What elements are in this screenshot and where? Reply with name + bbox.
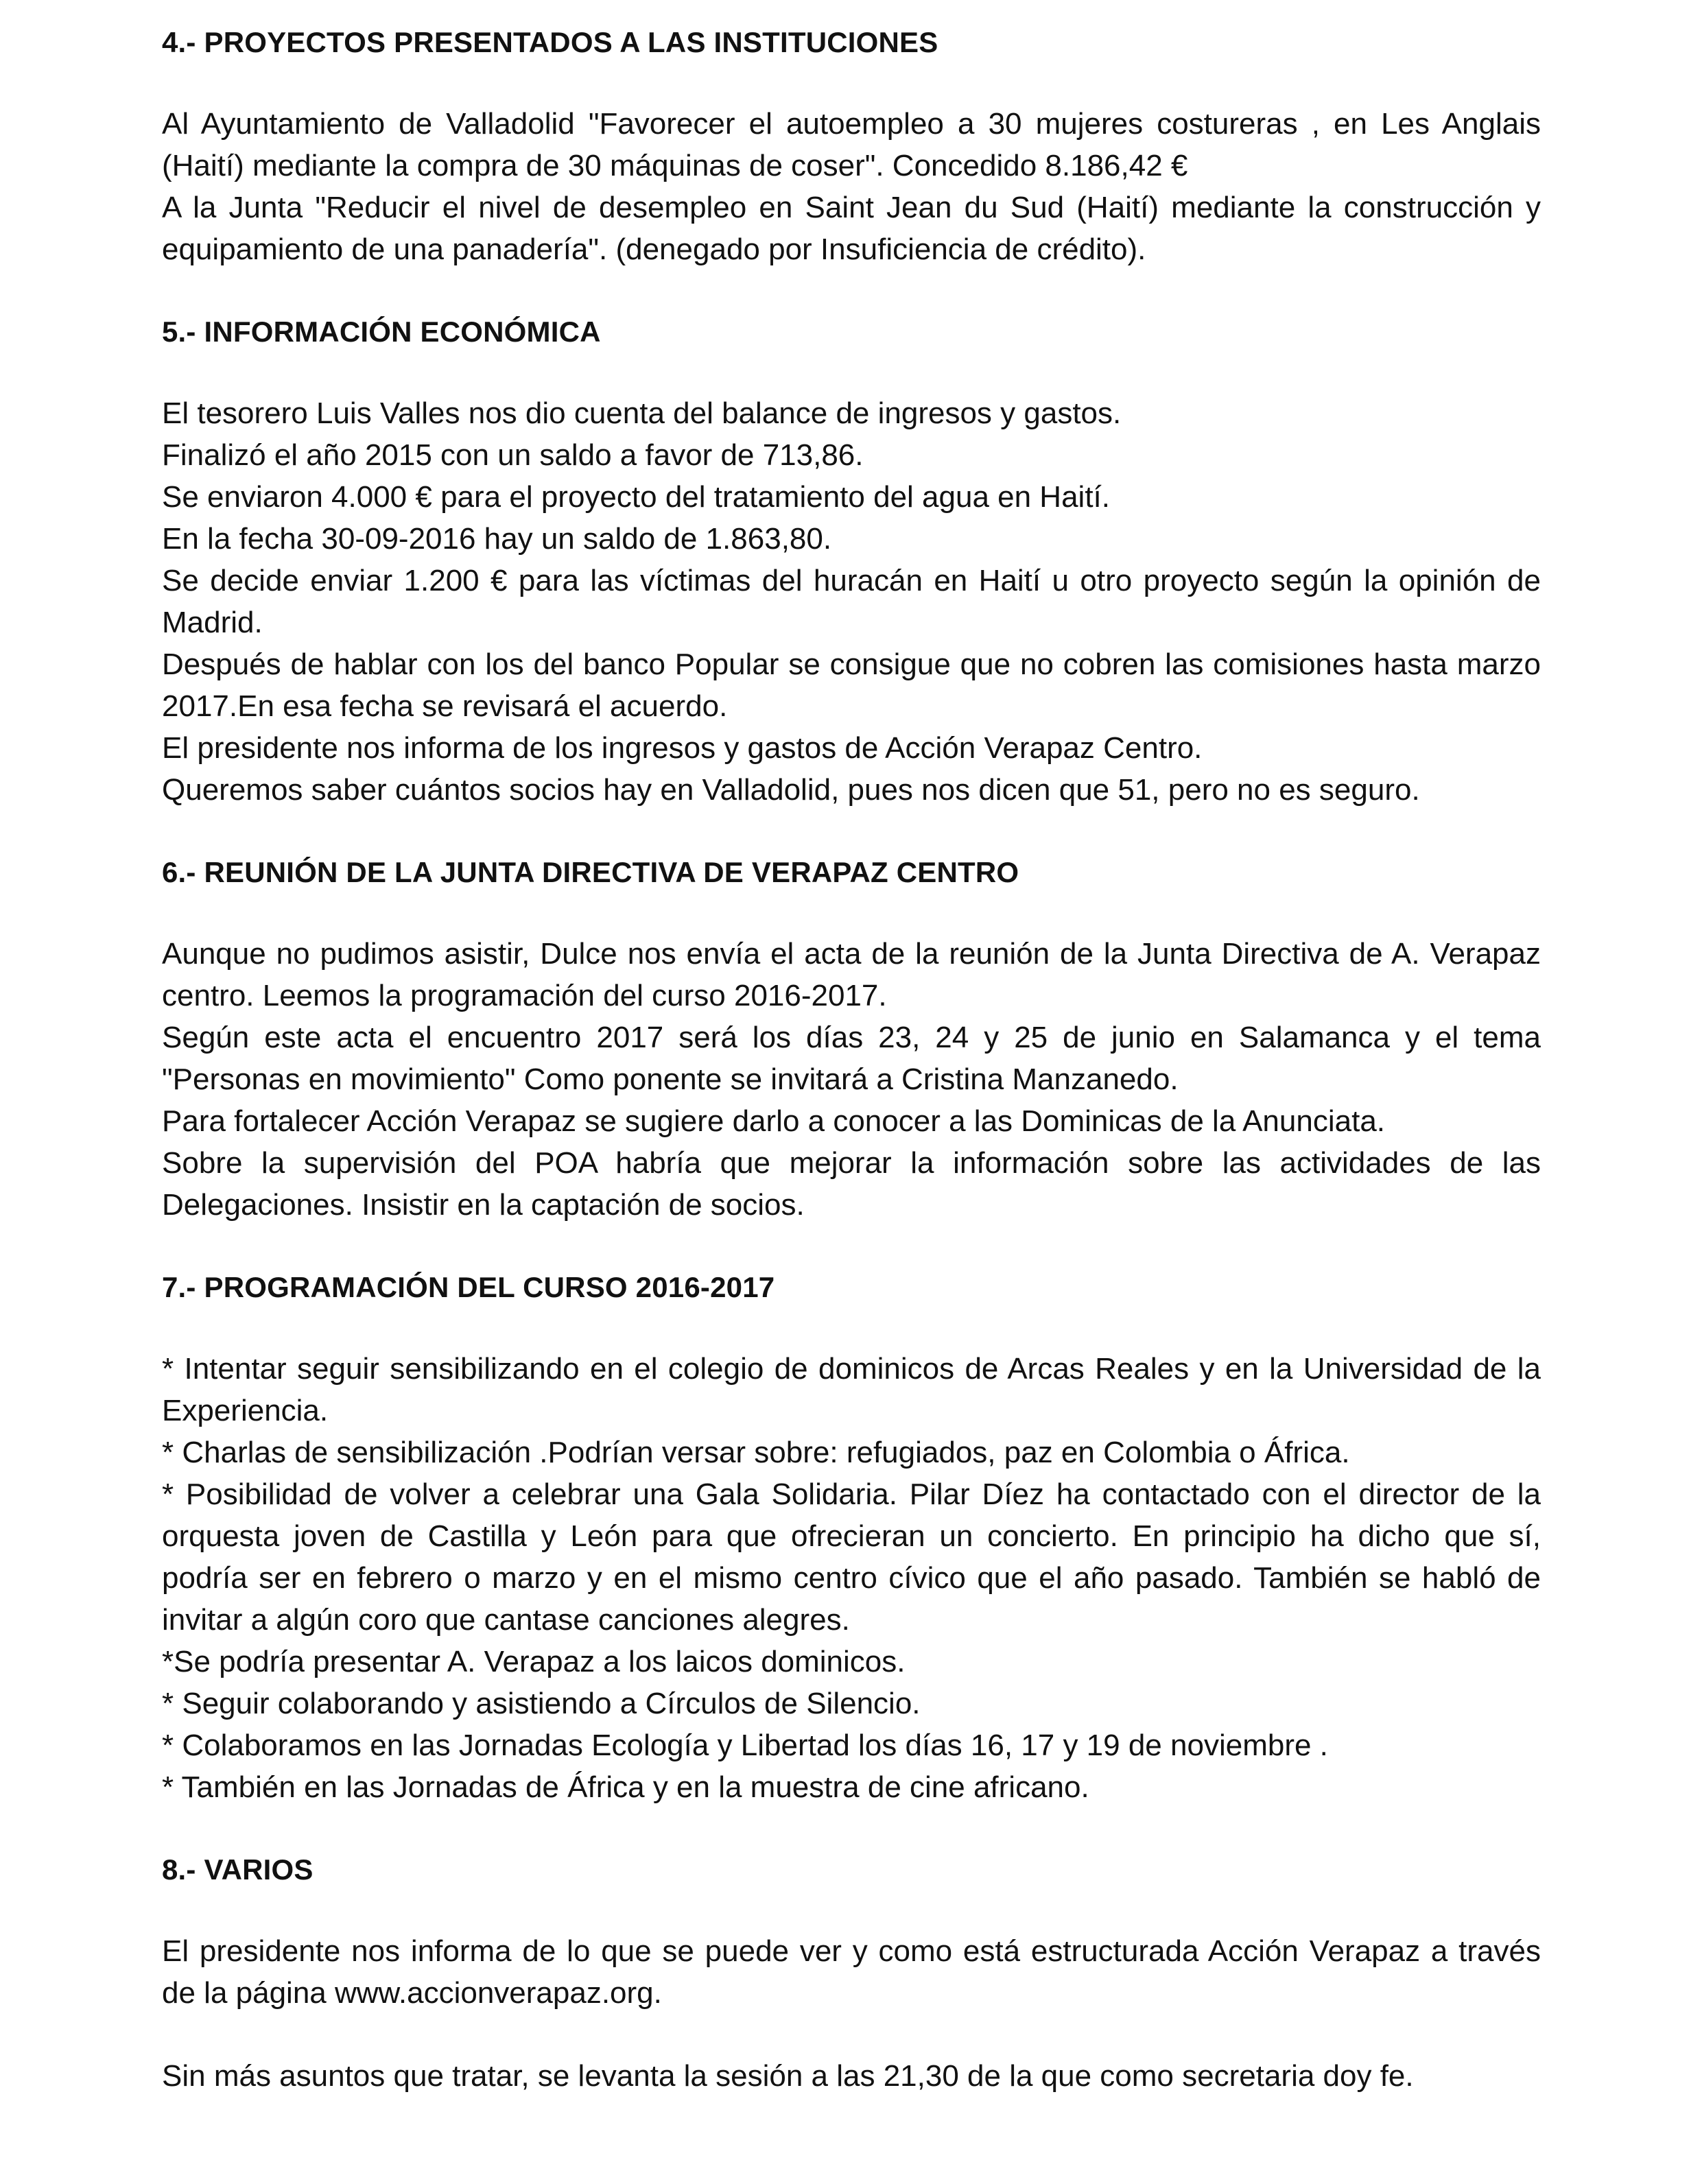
section-heading: 6.- REUNIÓN DE LA JUNTA DIRECTIVA DE VERAPAZ CENTRO	[162, 856, 1019, 888]
list-item: * Intentar seguir sensibilizando en el colegio de dominicos de Arcas Reales y en la Universidad de la Experiencia.	[162, 1352, 1541, 1427]
paragraph: En la fecha 30-09-2016 hay un saldo de 1.863,80.	[162, 522, 832, 556]
section-programacion	[162, 1267, 1541, 1808]
section-reunion-junta	[162, 852, 1541, 1226]
paragraph: Para fortalecer Acción Verapaz se sugiere darlo a conocer a las Dominicas de la Anunciata.	[162, 1104, 1386, 1138]
list-item: * Colaboramos en las Jornadas Ecología y Libertad los días 16, 17 y 19 de noviembre .	[162, 1729, 1328, 1762]
section-heading: 4.- PROYECTOS PRESENTADOS A LAS INSTITUCIONES	[162, 26, 938, 58]
section-heading: 8.- VARIOS	[162, 1853, 314, 1886]
document-page	[162, 22, 1541, 2097]
closing-statement: Sin más asuntos que tratar, se levanta la sesión a las 21,30 de la que como secretaria doy fe.	[162, 2059, 1414, 2093]
section-heading: 5.- INFORMACIÓN ECONÓMICA	[162, 316, 601, 348]
paragraph: Después de hablar con los del banco Popular se consigue que no cobren las comisiones hasta marzo 2017.En esa fecha se revisará el acuerdo.	[162, 648, 1541, 723]
paragraph: El tesorero Luis Valles nos dio cuenta del balance de ingresos y gastos.	[162, 396, 1122, 430]
paragraph: Aunque no pudimos asistir, Dulce nos envía el acta de la reunión de la Junta Directiva de A. Verapaz centro. Leemos la programación del curso 2016-2017.	[162, 937, 1541, 1012]
list-item: * Seguir colaborando y asistiendo a Círculos de Silencio.	[162, 1687, 921, 1720]
list-item: * También en las Jornadas de África y en la muestra de cine africano.	[162, 1770, 1089, 1804]
paragraph: Se decide enviar 1.200 € para las víctimas del huracán en Haití u otro proyecto según la opinión de Madrid.	[162, 564, 1541, 639]
section-informacion-economica	[162, 311, 1541, 811]
section-proyectos	[162, 22, 1541, 270]
section-varios	[162, 1849, 1541, 2014]
list-item: * Charlas de sensibilización .Podrían versar sobre: refugiados, paz en Colombia o África.	[162, 1436, 1350, 1469]
paragraph: El presidente nos informa de lo que se puede ver y como está estructurada Acción Verapaz a través de la página www.accionverapaz.org.	[162, 1934, 1541, 2010]
list-item: *Se podría presentar A. Verapaz a los laicos dominicos.	[162, 1645, 906, 1678]
paragraph: Según este acta el encuentro 2017 será los días 23, 24 y 25 de junio en Salamanca y el tema "Personas en movimiento" Como ponente se invitará a Cristina Manzanedo.	[162, 1021, 1541, 1096]
paragraph: Queremos saber cuántos socios hay en Valladolid, pues nos dicen que 51, pero no es seguro.	[162, 773, 1420, 807]
paragraph: Finalizó el año 2015 con un saldo a favor de 713,86.	[162, 438, 864, 472]
paragraph: Se enviaron 4.000 € para el proyecto del tratamiento del agua en Haití.	[162, 480, 1111, 514]
paragraph: El presidente nos informa de los ingresos y gastos de Acción Verapaz Centro.	[162, 731, 1203, 765]
paragraph: Al Ayuntamiento de Valladolid "Favorecer el autoempleo a 30 mujeres costureras , en Les Anglais (Haití) mediante la compra de 30 máquinas de coser". Concedido 8.186,42 €	[162, 107, 1541, 182]
list-item: * Posibilidad de volver a celebrar una Gala Solidaria. Pilar Díez ha contactado con el director de la orquesta joven de Castilla y León para que ofrecieran un concierto. En principio ha dicho que sí, podría ser en febrero o marzo y en el mismo centro cívico que el año pasado. También se habló de invitar a algún coro que cantase canciones alegres.	[162, 1477, 1541, 1637]
section-heading: 7.- PROGRAMACIÓN DEL CURSO 2016-2017	[162, 1271, 775, 1303]
paragraph: Sobre la supervisión del POA habría que mejorar la información sobre las actividades de las Delegaciones. Insistir en la captación de socios.	[162, 1146, 1541, 1222]
paragraph: A la Junta "Reducir el nivel de desempleo en Saint Jean du Sud (Haití) mediante la construcción y equipamiento de una panadería". (denegado por Insuficiencia de crédito).	[162, 191, 1541, 266]
